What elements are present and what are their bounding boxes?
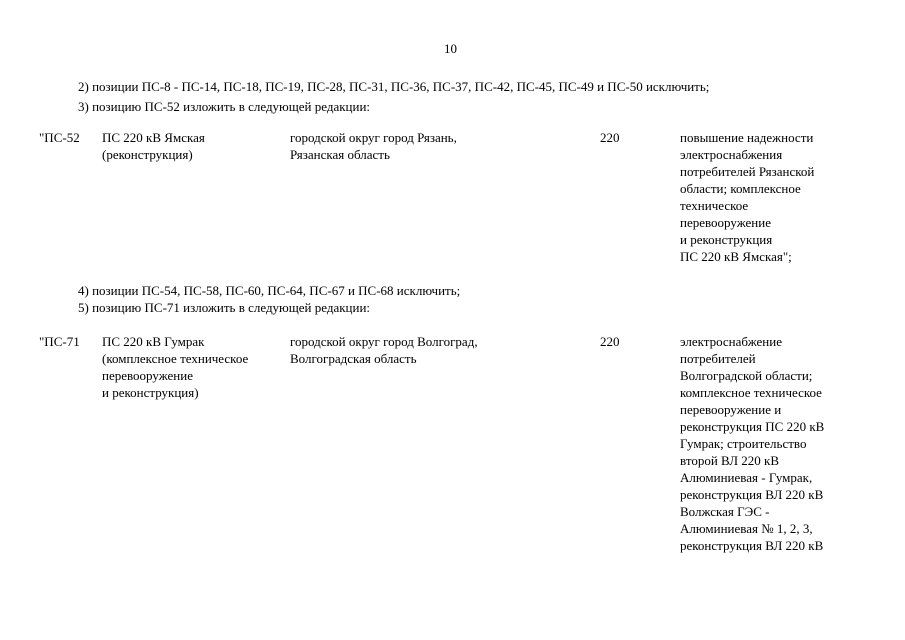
row-purpose: повышение надежности электроснабжения потребителей Рязанской области; комплексное техническое перевооружение и реконструкция ПС 220 кВ Ямская";: [680, 130, 815, 264]
paragraph-5: 5) позицию ПС-71 изложить в следующей редакции:: [78, 300, 371, 315]
page-number: 10: [444, 41, 457, 56]
row-region: городской округ город Волгоград, Волгоградская область: [290, 334, 478, 366]
row-code: "ПС-52: [39, 130, 80, 145]
row-region: городской округ город Рязань, Рязанская область: [290, 130, 457, 162]
paragraph-3: 3) позицию ПС-52 изложить в следующей редакции:: [78, 99, 371, 114]
paragraph-2: 2) позиции ПС-8 - ПС-14, ПС-18, ПС-19, ПС-28, ПС-31, ПС-36, ПС-37, ПС-42, ПС-45, ПС-49 и ПС-50 исключить;: [78, 79, 710, 94]
row-voltage: 220: [600, 334, 620, 349]
row-code: "ПС-71: [39, 334, 80, 349]
paragraph-4: 4) позиции ПС-54, ПС-58, ПС-60, ПС-64, ПС-67 и ПС-68 исключить;: [78, 283, 461, 298]
row-name: ПС 220 кВ Гумрак (комплексное техническое перевооружение и реконструкция): [102, 334, 249, 400]
row-voltage: 220: [600, 130, 620, 145]
row-purpose: электроснабжение потребителей Волгоградской области; комплексное техническое перевооружение и реконструкция ПС 220 кВ Гумрак; строительство второй ВЛ 220 кВ Алюминиевая - Гумрак, реконструкция ВЛ 220 кВ Волжская ГЭС - Алюминиевая № 1, 2, 3, реконструкция ВЛ 220 кВ: [680, 334, 825, 553]
row-name: ПС 220 кВ Ямская (реконструкция): [102, 130, 205, 162]
